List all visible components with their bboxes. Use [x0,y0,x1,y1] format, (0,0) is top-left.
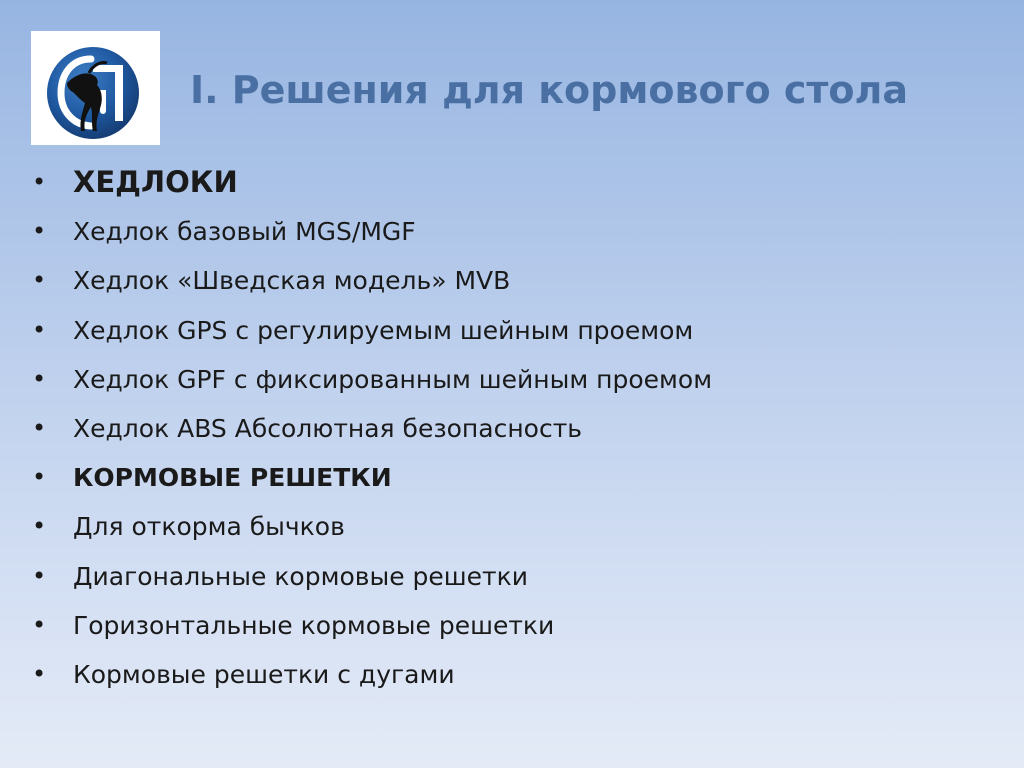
bullet-icon: • [32,217,47,246]
bullet-icon: • [32,315,47,344]
list-item-text: Для откорма бычков [73,512,345,542]
list-item [30,207,712,256]
list-item-text: Горизонтальные кормовые решетки [73,610,555,640]
bullet-icon: • [32,413,47,442]
list-item-text: Хедлок базовый MGS/MGF [73,217,416,247]
bullet-icon: • [32,168,47,196]
bullet-icon: • [32,463,47,492]
list-item-text: Хедлок GPF с фиксированным шейным проемом [73,364,713,394]
list-item-heading: КОРМОВЫЕ РЕШЕТКИ [73,463,392,493]
list-item-heading: ХЕДЛОКИ [73,165,238,199]
list-item [30,404,712,453]
bullet-icon: • [32,561,47,590]
list-item-text: Хедлок ABS Абсолютная безопасность [73,413,583,443]
company-logo-icon [31,31,160,145]
company-logo [31,31,160,145]
bullet-icon: • [32,659,47,688]
list-item-text: Диагональные кормовые решетки [73,561,528,591]
list-item-text: Хедлок «Шведская модель» MVB [73,266,511,296]
list-item [30,552,712,601]
list-item [30,601,712,650]
bullet-icon: • [32,512,47,541]
list-item [30,502,712,551]
bullet-list [30,158,712,699]
slide-title: I. Решения для кормового стола [190,68,908,112]
list-item [30,306,712,355]
bullet-icon: • [32,266,47,295]
list-item-text: Кормовые решетки с дугами [73,659,455,689]
list-item-text: Хедлок GPS с регулируемым шейным проемом [73,315,694,345]
list-item [30,453,712,502]
list-item [30,355,712,404]
bullet-icon: • [32,364,47,393]
list-item [30,256,712,305]
bullet-icon: • [32,610,47,639]
list-item [30,158,712,207]
list-item [30,650,712,699]
